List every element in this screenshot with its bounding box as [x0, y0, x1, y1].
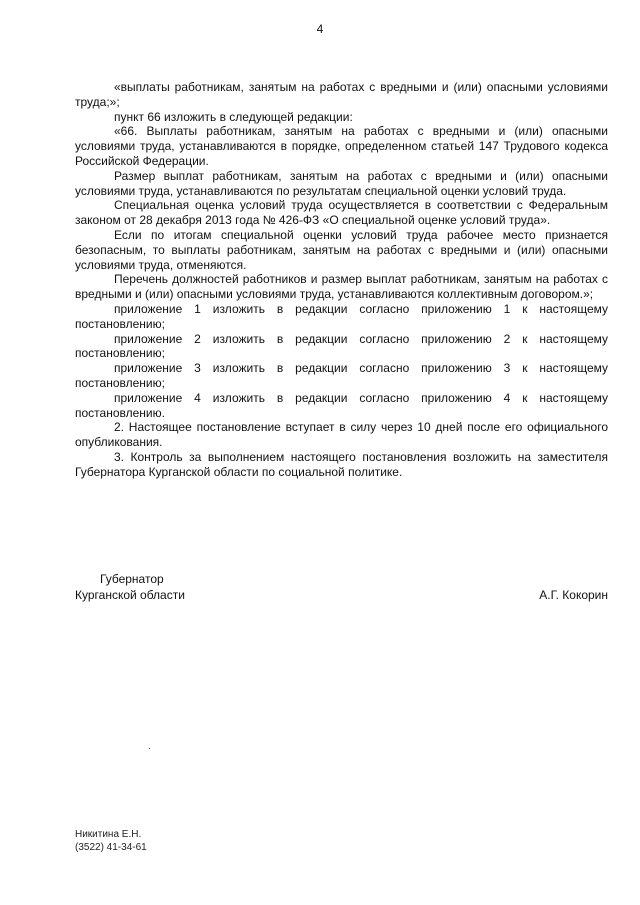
paragraph: приложение 1 изложить в редакции согласно приложению 1 к настоящему постановлению;: [75, 301, 608, 331]
paragraph: Размер выплат работникам, занятым на работах с вредными и (или) опасными условиями труда, устанавливаются по результатам специальной оценки условий труда.: [75, 168, 608, 198]
scan-dot: [149, 748, 150, 749]
paragraph: приложение 3 изложить в редакции согласно приложению 3 к настоящему постановлению;: [75, 361, 608, 390]
document-body: [75, 80, 608, 480]
executor-block: [75, 828, 147, 854]
signature-title: Губернатор: [100, 572, 164, 586]
executor-name: Никитина Е.Н.: [75, 829, 142, 840]
paragraph: «66. Выплаты работникам, занятым на работах с вредными и (или) опасными условиями труда, устанавливаются в порядке, определенном статьей 147 Трудового кодекса Российской Федерации.: [75, 124, 608, 168]
paragraph: Специальная оценка условий труда осуществляется в соответствии с Федеральным законом от 28 декабря 2013 года № 426-ФЗ «О специальной оценке условий труда».: [75, 198, 608, 228]
paragraph: пункт 66 изложить в следующей редакции:: [114, 109, 353, 124]
paragraph: Перечень должностей работников и размер выплат работникам, занятым на работах с вредными и (или) опасными условиями труда, устанавливаются коллективным договором.»;: [75, 272, 608, 302]
signature-name: А.Г. Кокорин: [539, 588, 608, 602]
paragraph: приложение 2 изложить в редакции согласно приложению 2 к настоящему постановлению;: [75, 331, 608, 361]
paragraph: «выплаты работникам, занятым на работах с вредными и (или) опасными условиями труда;»;: [75, 80, 608, 109]
paragraph: Если по итогам специальной оценки условий труда рабочее место признается безопасным, то выплаты работникам, занятым на работах с вредными и (или) опасными условиями труда, отменяются.: [75, 227, 608, 272]
signature-region: Курганской области: [75, 588, 185, 602]
paragraph: приложение 4 изложить в редакции согласно приложению 4 к настоящему постановлению.: [75, 390, 608, 420]
page-number: 4: [316, 22, 324, 36]
paragraph: 3. Контроль за выполнением настоящего постановления возложить на заместителя Губернатора Курганской области по социальной политике.: [75, 449, 608, 479]
executor-phone: (3522) 41-34-61: [75, 842, 147, 853]
paragraph: 2. Настоящее постановление вступает в силу через 10 дней после его официального опубликования.: [75, 420, 608, 450]
